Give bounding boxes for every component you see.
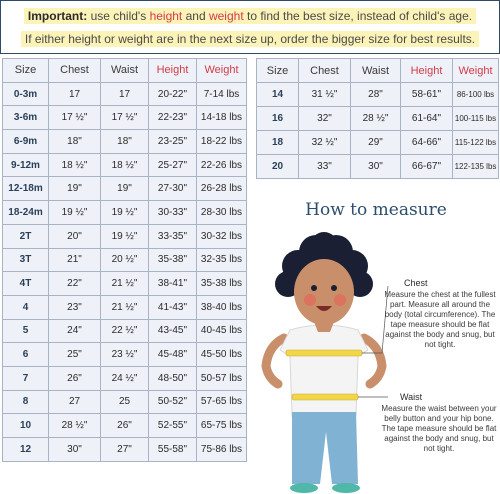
cell-weight: 57-65 lbs bbox=[197, 390, 247, 414]
cell-chest: 21" bbox=[49, 248, 101, 272]
table-row bbox=[257, 155, 499, 179]
cell-size: 8 bbox=[3, 390, 49, 414]
cell-waist: 17 bbox=[101, 82, 149, 106]
cell-weight: 35-38 lbs bbox=[197, 272, 247, 296]
cell-size: 3-6m bbox=[3, 106, 49, 130]
cell-size: 12 bbox=[3, 438, 49, 462]
cell-chest: 26" bbox=[49, 366, 101, 390]
cell-size: 0-3m bbox=[3, 82, 49, 106]
cell-size: 12-18m bbox=[3, 177, 49, 201]
cell-size: 18 bbox=[257, 131, 299, 155]
cell-chest: 27 bbox=[49, 390, 101, 414]
cell-size: 9-12m bbox=[3, 153, 49, 177]
cell-chest: 17 bbox=[49, 82, 101, 106]
cell-waist: 23 ½" bbox=[101, 343, 149, 367]
chest-callout bbox=[384, 278, 496, 350]
waist-title: Waist bbox=[400, 392, 423, 402]
cell-size: 14 bbox=[257, 83, 299, 107]
cell-chest: 19 ½" bbox=[49, 201, 101, 225]
chest-title: Chest bbox=[404, 278, 428, 288]
cell-waist: 19" bbox=[101, 177, 149, 201]
header-weight: Weight bbox=[453, 59, 499, 83]
cell-height: 52-55" bbox=[149, 414, 197, 438]
table-row bbox=[3, 130, 247, 154]
cell-chest: 18 ½" bbox=[49, 153, 101, 177]
cell-height: 23-25" bbox=[149, 130, 197, 154]
cell-height: 43-45" bbox=[149, 319, 197, 343]
table-row bbox=[3, 224, 247, 248]
table-row bbox=[3, 295, 247, 319]
cell-weight: 115-122 lbs bbox=[453, 131, 499, 155]
cell-size: 2T bbox=[3, 224, 49, 248]
header-waist: Waist bbox=[101, 59, 149, 83]
cell-chest: 24" bbox=[49, 319, 101, 343]
cell-size: 7 bbox=[3, 366, 49, 390]
cell-waist: 20 ½" bbox=[101, 248, 149, 272]
note-important-label: Important: bbox=[27, 8, 88, 23]
table-row bbox=[3, 366, 247, 390]
table-row bbox=[3, 201, 247, 225]
header-height: Height bbox=[149, 59, 197, 83]
cell-waist: 17 ½" bbox=[101, 106, 149, 130]
cell-size: 6 bbox=[3, 343, 49, 367]
cell-height: 66-67" bbox=[401, 155, 453, 179]
cell-size: 18-24m bbox=[3, 201, 49, 225]
cell-waist: 18" bbox=[101, 130, 149, 154]
cell-weight: 40-45 lbs bbox=[197, 319, 247, 343]
cell-size: 3T bbox=[3, 248, 49, 272]
cell-height: 38-41" bbox=[149, 272, 197, 296]
cell-chest: 32 ½" bbox=[299, 131, 351, 155]
table-row bbox=[3, 153, 247, 177]
cell-height: 22-23" bbox=[149, 106, 197, 130]
cell-size: 10 bbox=[3, 414, 49, 438]
cell-weight: 7-14 lbs bbox=[197, 82, 247, 106]
cell-height: 41-43" bbox=[149, 295, 197, 319]
cell-waist: 28" bbox=[351, 83, 401, 107]
table-row bbox=[3, 319, 247, 343]
cell-waist: 29" bbox=[351, 131, 401, 155]
header-size: Size bbox=[257, 59, 299, 83]
cell-weight: 122-135 lbs bbox=[453, 155, 499, 179]
cell-height: 64-66" bbox=[401, 131, 453, 155]
table-row bbox=[3, 106, 247, 130]
table-row bbox=[257, 107, 499, 131]
note-weight-word: weight bbox=[208, 8, 244, 23]
cell-height: 58-61" bbox=[401, 83, 453, 107]
table-row bbox=[257, 131, 499, 155]
cell-waist: 25 bbox=[101, 390, 149, 414]
cell-waist: 21 ½" bbox=[101, 272, 149, 296]
child-figure-icon bbox=[266, 232, 382, 493]
cell-size: 4T bbox=[3, 272, 49, 296]
note-text-b: and bbox=[182, 8, 209, 23]
cell-weight: 32-35 lbs bbox=[197, 248, 247, 272]
child-measure-illustration bbox=[254, 226, 394, 494]
cell-weight: 18-22 lbs bbox=[197, 130, 247, 154]
cell-size: 16 bbox=[257, 107, 299, 131]
cell-waist: 28 ½" bbox=[351, 107, 401, 131]
note-text-a: use child's bbox=[87, 8, 150, 23]
cell-height: 25-27" bbox=[149, 153, 197, 177]
cell-chest: 25" bbox=[49, 343, 101, 367]
cell-chest: 23" bbox=[49, 295, 101, 319]
note-line-2: If either height or weight are in the next size up, order the bigger size for best results. bbox=[21, 31, 479, 47]
cell-chest: 32" bbox=[299, 107, 351, 131]
cell-weight: 65-75 lbs bbox=[197, 414, 247, 438]
cell-size: 20 bbox=[257, 155, 299, 179]
cell-waist: 21 ½" bbox=[101, 295, 149, 319]
header-chest: Chest bbox=[49, 59, 101, 83]
cell-size: 5 bbox=[3, 319, 49, 343]
important-note bbox=[0, 0, 500, 54]
table-row bbox=[3, 414, 247, 438]
cell-height: 61-64" bbox=[401, 107, 453, 131]
header-chest: Chest bbox=[299, 59, 351, 83]
table-row bbox=[3, 343, 247, 367]
cell-height: 33-35" bbox=[149, 224, 197, 248]
table-row bbox=[3, 177, 247, 201]
header-size: Size bbox=[3, 59, 49, 83]
cell-waist: 18 ½" bbox=[101, 153, 149, 177]
header-height: Height bbox=[401, 59, 453, 83]
table-row bbox=[3, 248, 247, 272]
cell-waist: 19 ½" bbox=[101, 201, 149, 225]
cell-chest: 20" bbox=[49, 224, 101, 248]
cell-chest: 22" bbox=[49, 272, 101, 296]
note-text-c: to find the best size, instead of child's age. bbox=[243, 8, 473, 23]
waist-instructions: Measure the waist between your belly button and your hip bone. The tape measure should be flat against the body and snug, but not tight. bbox=[381, 404, 497, 453]
header-weight: Weight bbox=[197, 59, 247, 83]
cell-height: 50-52" bbox=[149, 390, 197, 414]
cell-height: 35-38" bbox=[149, 248, 197, 272]
header-waist: Waist bbox=[351, 59, 401, 83]
size-chart-left bbox=[2, 58, 247, 462]
table-row bbox=[3, 82, 247, 106]
cell-size: 6-9m bbox=[3, 130, 49, 154]
cell-chest: 18" bbox=[49, 130, 101, 154]
cell-weight: 14-18 lbs bbox=[197, 106, 247, 130]
cell-chest: 19" bbox=[49, 177, 101, 201]
cell-chest: 17 ½" bbox=[49, 106, 101, 130]
cell-weight: 38-40 lbs bbox=[197, 295, 247, 319]
cell-chest: 30" bbox=[49, 438, 101, 462]
cell-weight: 50-57 lbs bbox=[197, 366, 247, 390]
note-height-word: height bbox=[149, 8, 183, 23]
cell-height: 55-58" bbox=[149, 438, 197, 462]
cell-height: 48-50" bbox=[149, 366, 197, 390]
cell-weight: 22-26 lbs bbox=[197, 153, 247, 177]
chest-instructions: Measure the chest at the fullest part. Measure all around the body (total circumference). The tape measure should be flat against the body and snug, but not tight. bbox=[384, 290, 496, 349]
cell-size: 4 bbox=[3, 295, 49, 319]
waist-callout bbox=[380, 392, 498, 454]
table-row bbox=[3, 390, 247, 414]
cell-waist: 19 ½" bbox=[101, 224, 149, 248]
cell-weight: 75-86 lbs bbox=[197, 438, 247, 462]
cell-height: 30-33" bbox=[149, 201, 197, 225]
cell-chest: 33" bbox=[299, 155, 351, 179]
how-to-measure-title: How to measure bbox=[305, 200, 447, 220]
table-row bbox=[3, 438, 247, 462]
cell-weight: 28-30 lbs bbox=[197, 201, 247, 225]
cell-weight: 86-100 lbs bbox=[453, 83, 499, 107]
cell-height: 45-48" bbox=[149, 343, 197, 367]
note-line-1 bbox=[24, 8, 476, 24]
cell-height: 27-30" bbox=[149, 177, 197, 201]
cell-weight: 30-32 lbs bbox=[197, 224, 247, 248]
cell-chest: 31 ½" bbox=[299, 83, 351, 107]
table-row bbox=[3, 272, 247, 296]
size-chart-right bbox=[256, 58, 499, 179]
cell-weight: 100-115 lbs bbox=[453, 107, 499, 131]
cell-chest: 28 ½" bbox=[49, 414, 101, 438]
cell-weight: 45-50 lbs bbox=[197, 343, 247, 367]
cell-waist: 30" bbox=[351, 155, 401, 179]
cell-waist: 22 ½" bbox=[101, 319, 149, 343]
cell-weight: 26-28 lbs bbox=[197, 177, 247, 201]
cell-waist: 26" bbox=[101, 414, 149, 438]
table-row bbox=[257, 83, 499, 107]
cell-waist: 24 ½" bbox=[101, 366, 149, 390]
cell-height: 20-22" bbox=[149, 82, 197, 106]
cell-waist: 27" bbox=[101, 438, 149, 462]
